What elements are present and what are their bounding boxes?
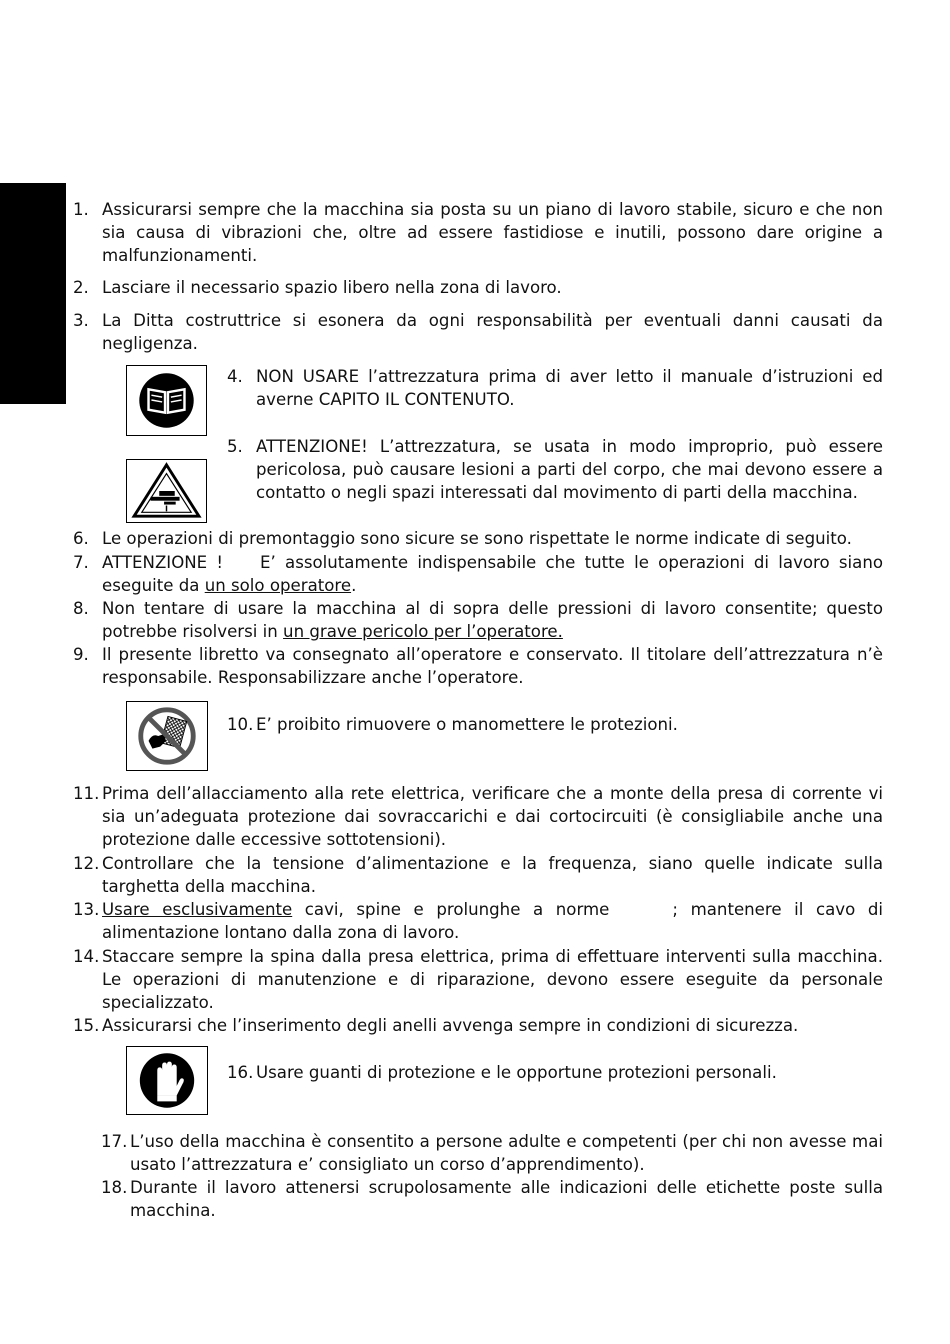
item-number: 6. [73, 529, 89, 548]
item-number: 16. [227, 1063, 254, 1082]
underlined-text: un grave pericolo per l’operatore. [283, 622, 563, 642]
item-number: 3. [73, 311, 89, 330]
item-text [102, 551, 889, 597]
item-number: 15. [73, 1016, 100, 1035]
item-text [102, 597, 883, 643]
item-number: 10. [227, 715, 254, 734]
item-text: NON USARE l’attrezzatura prima di aver letto il manuale d’istruzioni ed averne CAPITO IL CONTENUTO. [256, 367, 883, 410]
crush-hazard-icon [126, 459, 207, 523]
item-text-tail: cavi, spine e prolunghe a norme ; mantenere il cavo di alimentazione lontano dalla zona di lavoro. [102, 900, 889, 943]
item-number: 14. [73, 947, 100, 966]
item-text: Usare guanti di protezione e le opportune protezioni personali. [256, 1063, 777, 1082]
item-number: 5. [227, 437, 243, 456]
underlined-text: un solo operatore [204, 576, 352, 596]
item-number: 8. [73, 599, 89, 618]
item-text: Lasciare il necessario spazio libero nella zona di lavoro. [102, 278, 562, 297]
protective-gloves-icon [126, 1046, 208, 1115]
item-text: Il presente libretto va consegnato all’operatore e conservato. Il titolare dell’attrezzatura n’è responsabile. Responsabilizzare anche l’operatore. [102, 645, 883, 688]
item-text: E’ proibito rimuovere o manomettere le protezioni. [256, 715, 678, 734]
underlined-text: Usare esclusivamente [102, 900, 293, 919]
item-text-lead: ATTENZIONE ! E’ assolutamente indispensabile che tutte le operazioni di lavoro siano eseguite da [102, 553, 889, 596]
item-text [102, 898, 889, 944]
item-number: 11. [73, 784, 100, 803]
item-number: 4. [227, 367, 243, 386]
item-text: La Ditta costruttrice si esonera da ogni responsabilità per eventuali danni causati da negligenza. [102, 311, 883, 354]
no-tampering-guards-icon [126, 701, 208, 771]
item-number: 2. [73, 278, 89, 297]
item-number: 12. [73, 854, 100, 873]
item-text: Durante il lavoro attenersi scrupolosamente alle indicazioni delle etichette poste sulla macchina. [130, 1178, 883, 1221]
item-number: 18. [101, 1178, 128, 1197]
item-text: Assicurarsi che l’inserimento degli anelli avvenga sempre in condizioni di sicurezza. [102, 1016, 799, 1035]
item-text: Staccare sempre la spina dalla presa elettrica, prima di effettuare interventi sulla macchina. Le operazioni di manutenzione e di riparazione, devono essere eseguite da personale specializzato. [102, 947, 883, 1013]
section-tab [0, 183, 66, 404]
item-text: Assicurarsi sempre che la macchina sia posta su un piano di lavoro stabile, sicuro e che non sia causa di vibrazioni che, oltre ad essere fastidiose e inutili, possono dare origine a malfunzionamenti. [102, 200, 883, 266]
item-text: L’uso della macchina è consentito a persone adulte e competenti (per chi non avesse mai usato l’attrezzatura e’ consigliato un corso d’apprendimento). [130, 1132, 883, 1175]
item-text-tail: . [351, 576, 357, 596]
item-text: Prima dell’allacciamento alla rete elettrica, verificare che a monte della presa di corrente vi sia un’adeguata protezione dai sovraccarichi e dai cortocircuiti (è consigliabile anche una protezione dalle eccessive sottotensioni). [102, 784, 883, 850]
item-text: Le operazioni di premontaggio sono sicure se sono rispettate le norme indicate di seguito. [102, 529, 852, 548]
item-text-lead: Non tentare di usare la macchina al di sopra delle pressioni di lavoro consentite; questo potrebbe risolversi in [102, 599, 883, 642]
item-text: ATTENZIONE! L’attrezzatura, se usata in modo improprio, può essere pericolosa, può causare lesioni a parti del corpo, che mai devono essere a contatto o negli spazi interessati dal movimento di parti della macchina. [256, 437, 883, 503]
item-number: 9. [73, 645, 89, 664]
item-number: 7. [73, 553, 89, 572]
item-number: 1. [73, 200, 89, 219]
item-text: Controllare che la tensione d’alimentazione e la frequenza, siano quelle indicate sulla targhetta della macchina. [102, 854, 883, 897]
item-number: 17. [101, 1132, 128, 1151]
item-number: 13. [73, 900, 100, 919]
read-manual-icon [126, 365, 207, 436]
